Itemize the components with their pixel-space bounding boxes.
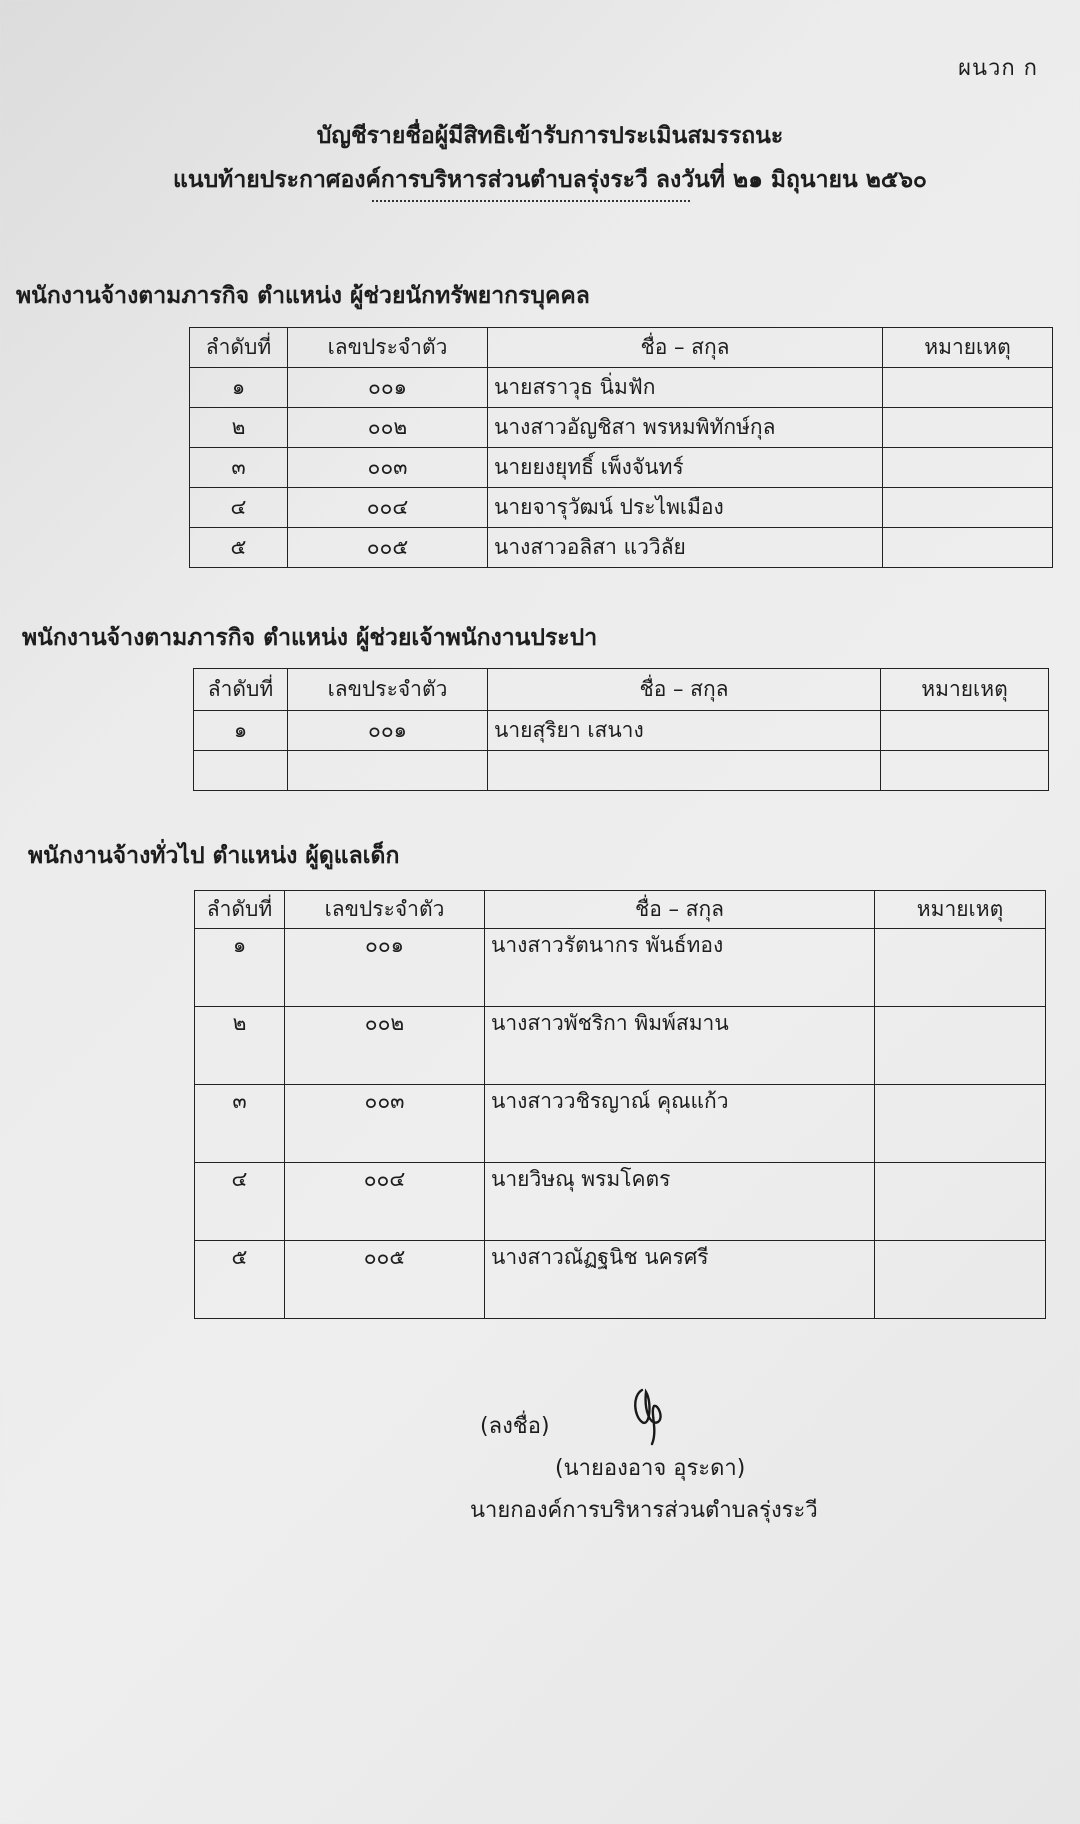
- table-header-row: [190, 328, 1053, 368]
- cell-remark: [883, 488, 1053, 528]
- cell-name: นางสาวณัฏฐนิช นครศรี: [485, 1241, 875, 1319]
- signer-name: (นายองอาจ อุระดา): [555, 1456, 746, 1481]
- cell-id: ๐๐๔: [288, 488, 488, 528]
- cell-id: ๐๐๒: [285, 1007, 485, 1085]
- col-header-remark: หมายเหตุ: [883, 328, 1053, 368]
- section-heading-water-assistant: พนักงานจ้างตามภารกิจ ตำแหน่ง ผู้ช่วยเจ้าพนักงานประปา: [22, 625, 598, 651]
- table-row: [190, 528, 1053, 568]
- signer-position: นายกองค์การบริหารส่วนตำบลรุ่งระวี: [470, 1498, 818, 1523]
- table-row: [190, 368, 1053, 408]
- cell-remark: [881, 751, 1049, 791]
- cell-remark: [875, 1241, 1046, 1319]
- table-hr-assistant: [189, 327, 1053, 568]
- col-header-id: เลขประจำตัว: [288, 669, 488, 711]
- col-header-remark: หมายเหตุ: [875, 891, 1046, 929]
- cell-no: ๕: [190, 528, 288, 568]
- cell-no: ๑: [194, 711, 288, 751]
- col-header-no: ลำดับที่: [195, 891, 285, 929]
- cell-no: ๒: [190, 408, 288, 448]
- table-childcare: [194, 890, 1046, 1319]
- table-row: [195, 1007, 1046, 1085]
- cell-no: ๒: [195, 1007, 285, 1085]
- cell-id: [288, 751, 488, 791]
- appendix-label: ผนวก ก: [958, 56, 1038, 81]
- cell-name: นายสุริยา เสนาง: [488, 711, 881, 751]
- table-row: [194, 711, 1049, 751]
- cell-no: ๓: [190, 448, 288, 488]
- section-heading-hr-assistant: พนักงานจ้างตามภารกิจ ตำแหน่ง ผู้ช่วยนักทรัพยากรบุคคล: [16, 283, 590, 309]
- col-header-no: ลำดับที่: [190, 328, 288, 368]
- cell-remark: [883, 368, 1053, 408]
- cell-remark: [883, 528, 1053, 568]
- cell-name: นางสาวรัตนากร พันธ์ทอง: [485, 929, 875, 1007]
- table-header-row: [195, 891, 1046, 929]
- cell-name: นางสาวอลิสา แววิลัย: [488, 528, 883, 568]
- cell-remark: [881, 711, 1049, 751]
- cell-id: ๐๐๔: [285, 1163, 485, 1241]
- col-header-id: เลขประจำตัว: [288, 328, 488, 368]
- section-heading-childcare: พนักงานจ้างทั่วไป ตำแหน่ง ผู้ดูแลเด็ก: [28, 843, 400, 869]
- cell-remark: [875, 1007, 1046, 1085]
- cell-id: ๐๐๕: [285, 1241, 485, 1319]
- cell-no: ๔: [195, 1163, 285, 1241]
- cell-id: ๐๐๑: [288, 368, 488, 408]
- cell-no: ๕: [195, 1241, 285, 1319]
- cell-no: ๑: [195, 929, 285, 1007]
- table-row: [194, 751, 1049, 791]
- col-header-name: ชื่อ – สกุล: [488, 328, 883, 368]
- document-subtitle: แนบท้ายประกาศองค์การบริหารส่วนตำบลรุ่งระวี ลงวันที่ ๒๑ มิถุนายน ๒๕๖๐: [173, 167, 927, 193]
- table-row: [195, 929, 1046, 1007]
- table-row: [190, 448, 1053, 488]
- signature-label: (ลงชื่อ): [480, 1414, 550, 1439]
- cell-name: นายยงยุทธิ์ เพ็งจันทร์: [488, 448, 883, 488]
- cell-name: นางสาวอัญชิสา พรหมพิทักษ์กุล: [488, 408, 883, 448]
- cell-remark: [883, 408, 1053, 448]
- col-header-name: ชื่อ – สกุล: [488, 669, 881, 711]
- table-row: [195, 1085, 1046, 1163]
- col-header-id: เลขประจำตัว: [285, 891, 485, 929]
- table-header-row: [194, 669, 1049, 711]
- cell-remark: [875, 1163, 1046, 1241]
- cell-id: ๐๐๒: [288, 408, 488, 448]
- table-row: [195, 1163, 1046, 1241]
- cell-name: นางสาววชิรญาณ์ คุณแก้ว: [485, 1085, 875, 1163]
- cell-remark: [875, 929, 1046, 1007]
- cell-id: ๐๐๓: [288, 448, 488, 488]
- table-row: [190, 408, 1053, 448]
- col-header-remark: หมายเหตุ: [881, 669, 1049, 711]
- col-header-name: ชื่อ – สกุล: [485, 891, 875, 929]
- cell-name: นายจารุวัฒน์ ประไพเมือง: [488, 488, 883, 528]
- col-header-no: ลำดับที่: [194, 669, 288, 711]
- table-row: [190, 488, 1053, 528]
- cell-name: นางสาวพัชริกา พิมพ์สมาน: [485, 1007, 875, 1085]
- table-row: [195, 1241, 1046, 1319]
- cell-no: [194, 751, 288, 791]
- cell-no: ๑: [190, 368, 288, 408]
- document-title: บัญชีรายชื่อผู้มีสิทธิเข้ารับการประเมินสมรรถนะ: [316, 123, 784, 149]
- cell-id: ๐๐๕: [288, 528, 488, 568]
- cell-name: นายวิษณุ พรมโคตร: [485, 1163, 875, 1241]
- cell-remark: [883, 448, 1053, 488]
- dotted-divider: [372, 200, 690, 202]
- cell-id: ๐๐๑: [288, 711, 488, 751]
- cell-name: นายสราวุธ นิ่มฟัก: [488, 368, 883, 408]
- cell-no: ๔: [190, 488, 288, 528]
- table-water-assistant: [193, 668, 1049, 791]
- cell-id: ๐๐๑: [285, 929, 485, 1007]
- cell-remark: [875, 1085, 1046, 1163]
- cell-no: ๓: [195, 1085, 285, 1163]
- handwritten-signature: [628, 1382, 668, 1452]
- cell-id: ๐๐๓: [285, 1085, 485, 1163]
- cell-name: [488, 751, 881, 791]
